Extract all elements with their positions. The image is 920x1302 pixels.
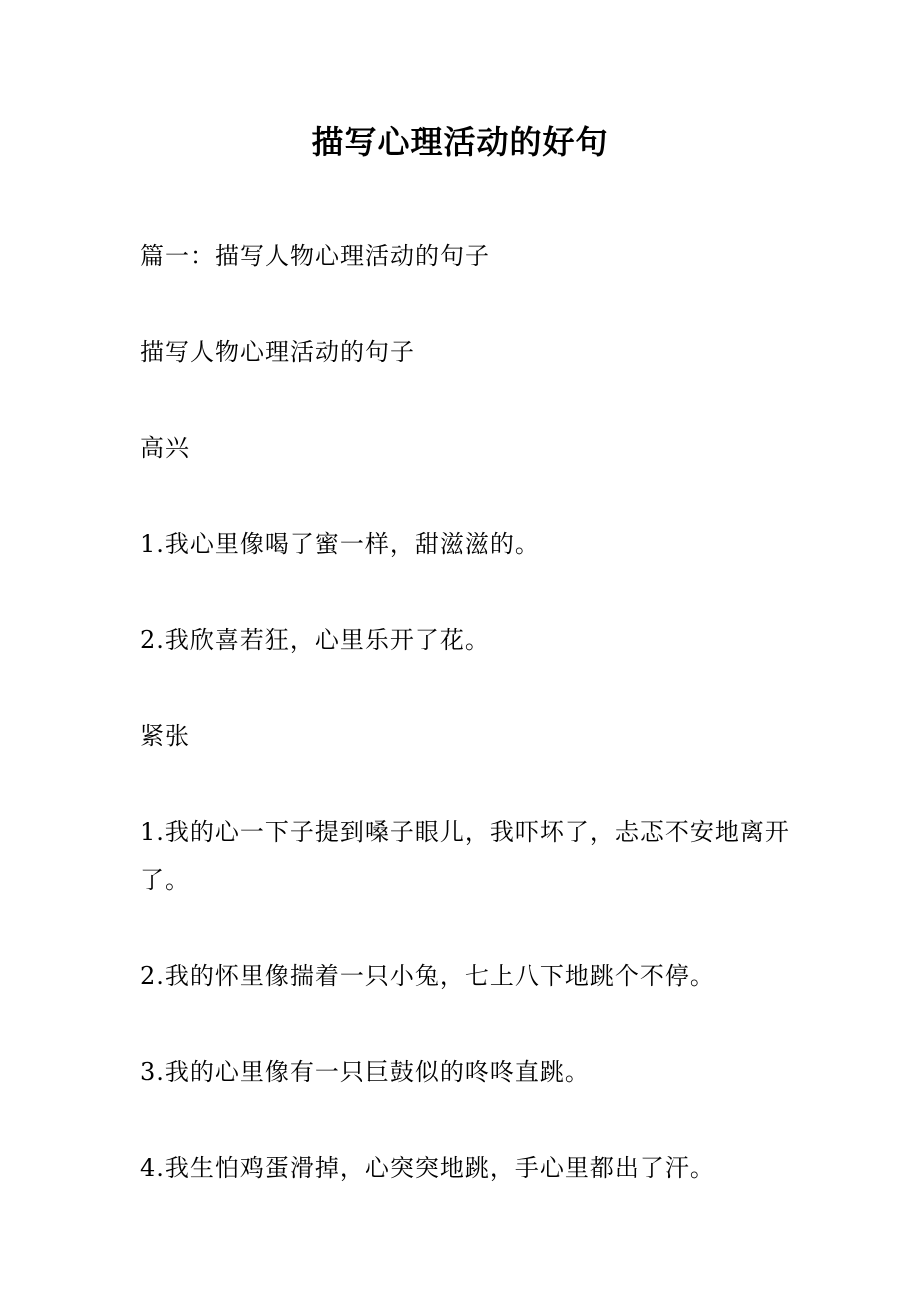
category-label-nervous: 紧张 (140, 722, 190, 750)
document-body (140, 232, 800, 1240)
sentence-item: 1.我的心一下子提到嗓子眼儿，我吓坏了，忐忑不安地离开了。 (140, 818, 790, 894)
heading-section-one: 篇一：描写人物心理活动的句子 (140, 242, 490, 270)
sentence-item: 3.我的心里像有一只巨鼓似的咚咚直跳。 (140, 1058, 590, 1086)
subheading: 描写人物心理活动的句子 (140, 338, 415, 366)
sentence-item: 2.我欣喜若狂，心里乐开了花。 (140, 626, 490, 654)
category-label-happy: 高兴 (140, 434, 190, 462)
document-title: 描写心理活动的好句 (311, 123, 609, 161)
sentence-item: 4.我生怕鸡蛋滑掉，心突突地跳，手心里都出了汗。 (140, 1154, 715, 1182)
sentence-item: 1.我心里像喝了蜜一样，甜滋滋的。 (140, 530, 540, 558)
sentence-item: 2.我的怀里像揣着一只小兔，七上八下地跳个不停。 (140, 962, 715, 990)
